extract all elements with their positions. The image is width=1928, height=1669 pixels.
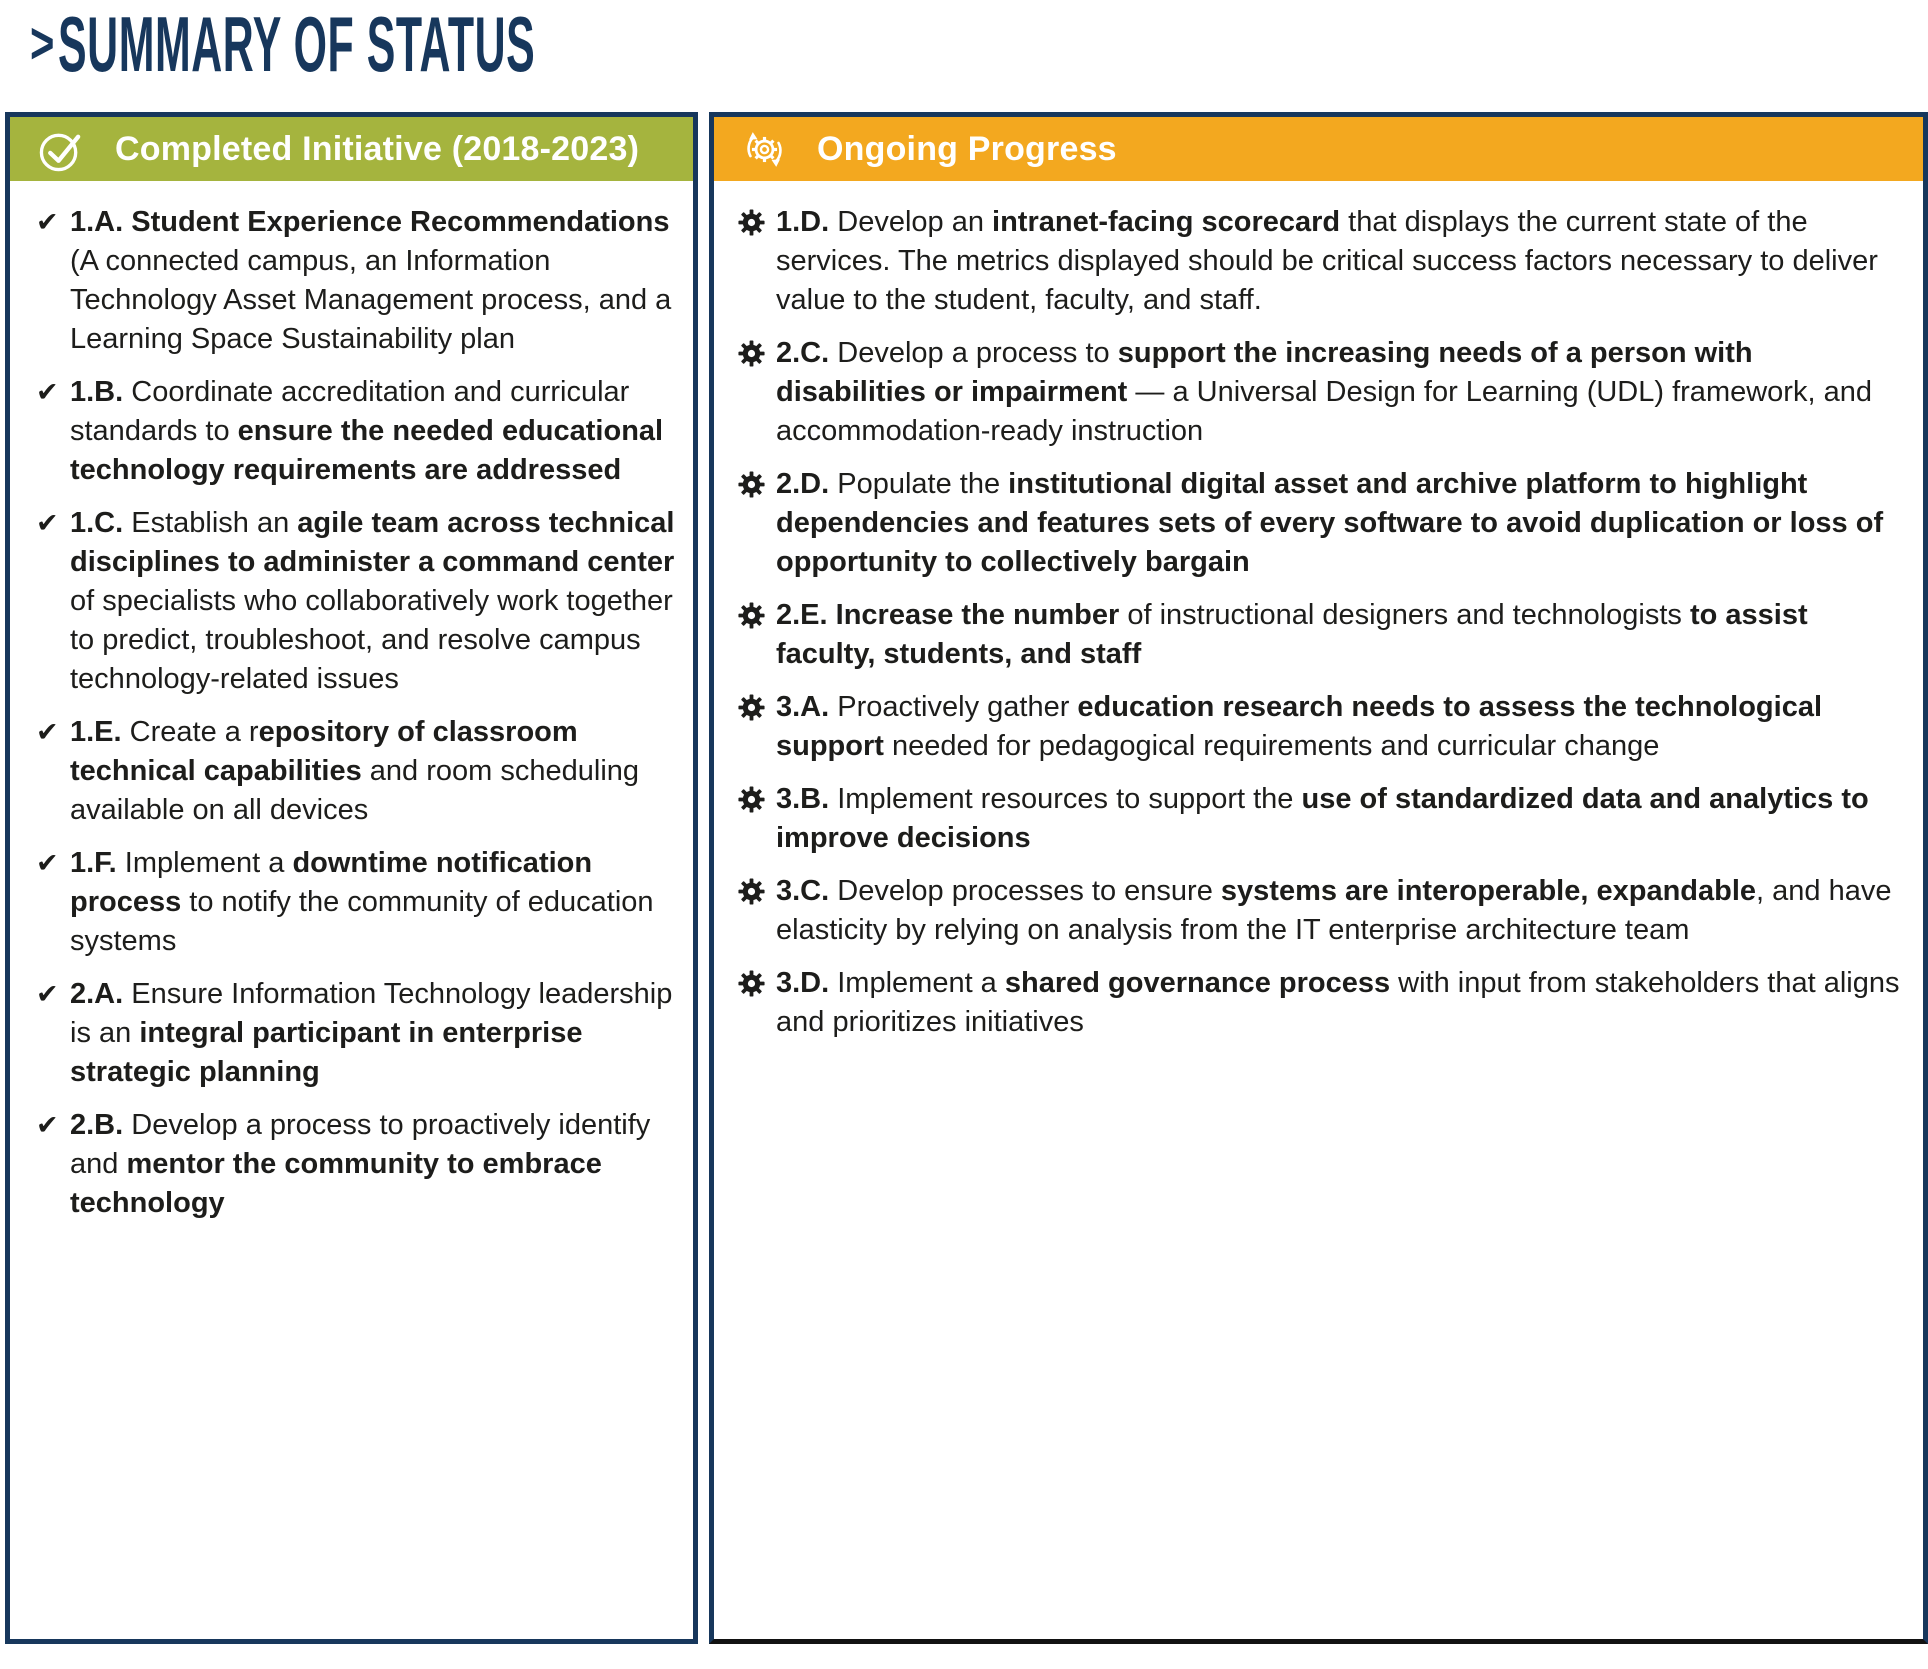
list-item-text: 1.F. Implement a downtime notification process to notify the community of education systems: [70, 847, 654, 957]
list-item: [738, 203, 1909, 320]
list-item: [738, 872, 1909, 950]
sync-gear-icon: [742, 127, 787, 172]
list-item: [738, 334, 1909, 451]
check-icon: ✔: [36, 207, 59, 238]
completed-header-label: Completed Initiative (2018-2023): [115, 129, 640, 168]
completed-header: [10, 117, 693, 181]
list-item-text: 1.C. Establish an agile team across technical disciplines to administer a command center of specialists who collaboratively work together to predict, troubleshoot, and resolve campus technology-related issues: [70, 507, 675, 695]
gear-icon: [738, 688, 765, 721]
list-item-text: 2.A. Ensure Information Technology leadership is an integral participant in enterprise strategic planning: [70, 978, 673, 1088]
list-item-text: 2.C. Develop a process to support the increasing needs of a person with disabilities or impairment — a Universal Design for Learning (UDL) framework, and accommodation-ready instruction: [776, 337, 1872, 447]
check-circle-icon: [38, 126, 85, 173]
check-icon: ✔: [36, 508, 59, 539]
gear-icon: [738, 964, 765, 997]
list-item-text: 3.B. Implement resources to support the use of standardized data and analytics to improve decisions: [776, 783, 1869, 854]
gear-icon: [738, 872, 765, 905]
list-item-text: 2.B. Develop a process to proactively identify and mentor the community to embrace technology: [70, 1109, 651, 1219]
gear-icon: [738, 465, 765, 498]
ongoing-header: [714, 117, 1923, 181]
ongoing-header-label: Ongoing Progress: [817, 129, 1117, 168]
check-icon: ✔: [36, 848, 59, 879]
list-item-text: 1.A. Student Experience Recommendations (A connected campus, an Information Technology Asset Management process, and a Learning Space Sustainability plan: [70, 206, 672, 355]
page-title: [30, 2, 926, 86]
list-item: [36, 1106, 683, 1223]
check-icon: ✔: [36, 1110, 59, 1141]
gear-icon: [738, 334, 765, 367]
list-item: [36, 713, 683, 830]
list-item: [36, 844, 683, 961]
gear-icon: [738, 203, 765, 236]
check-icon: ✔: [36, 979, 59, 1010]
list-item: [738, 596, 1909, 674]
list-item: [36, 373, 683, 490]
list-item: [738, 964, 1909, 1042]
list-item-text: 1.B. Coordinate accreditation and curricular standards to ensure the needed educational technology requirements are addressed: [70, 376, 664, 486]
chevron-icon: >: [30, 11, 55, 76]
list-item-text: 3.D. Implement a shared governance process with input from stakeholders that aligns and prioritizes initiatives: [776, 967, 1900, 1038]
list-item-text: 3.C. Develop processes to ensure systems are interoperable, expandable, and have elasticity by relying on analysis from the IT enterprise architecture team: [776, 875, 1892, 946]
page-title-text: SUMMARY OF STATUS: [57, 0, 536, 88]
list-item-text: 1.E. Create a repository of classroom technical capabilities and room scheduling available on all devices: [70, 716, 640, 826]
list-item-text: 1.D. Develop an intranet-facing scorecard that displays the current state of the services. The metrics displayed should be critical success factors necessary to deliver value to the student, faculty, and staff.: [776, 206, 1878, 316]
list-item: [36, 504, 683, 699]
completed-panel: [5, 112, 698, 1644]
check-icon: ✔: [36, 377, 59, 408]
list-item: [738, 780, 1909, 858]
list-item-text: 3.A. Proactively gather education research needs to assess the technological support needed for pedagogical requirements and curricular change: [776, 691, 1823, 762]
list-item: [36, 975, 683, 1092]
ongoing-panel: [709, 112, 1928, 1644]
list-item-text: 2.E. Increase the number of instructional designers and technologists to assist faculty, students, and staff: [776, 599, 1808, 670]
list-item-text: 2.D. Populate the institutional digital asset and archive platform to highlight dependencies and features sets of every software to avoid duplication or loss of opportunity to collectively bargain: [776, 468, 1884, 578]
gear-icon: [738, 780, 765, 813]
list-item: [738, 688, 1909, 766]
list-item: [738, 465, 1909, 582]
gear-icon: [738, 596, 765, 629]
completed-list: [10, 181, 693, 1223]
list-item: [36, 203, 683, 359]
ongoing-list: [714, 181, 1923, 1042]
check-icon: ✔: [36, 717, 59, 748]
